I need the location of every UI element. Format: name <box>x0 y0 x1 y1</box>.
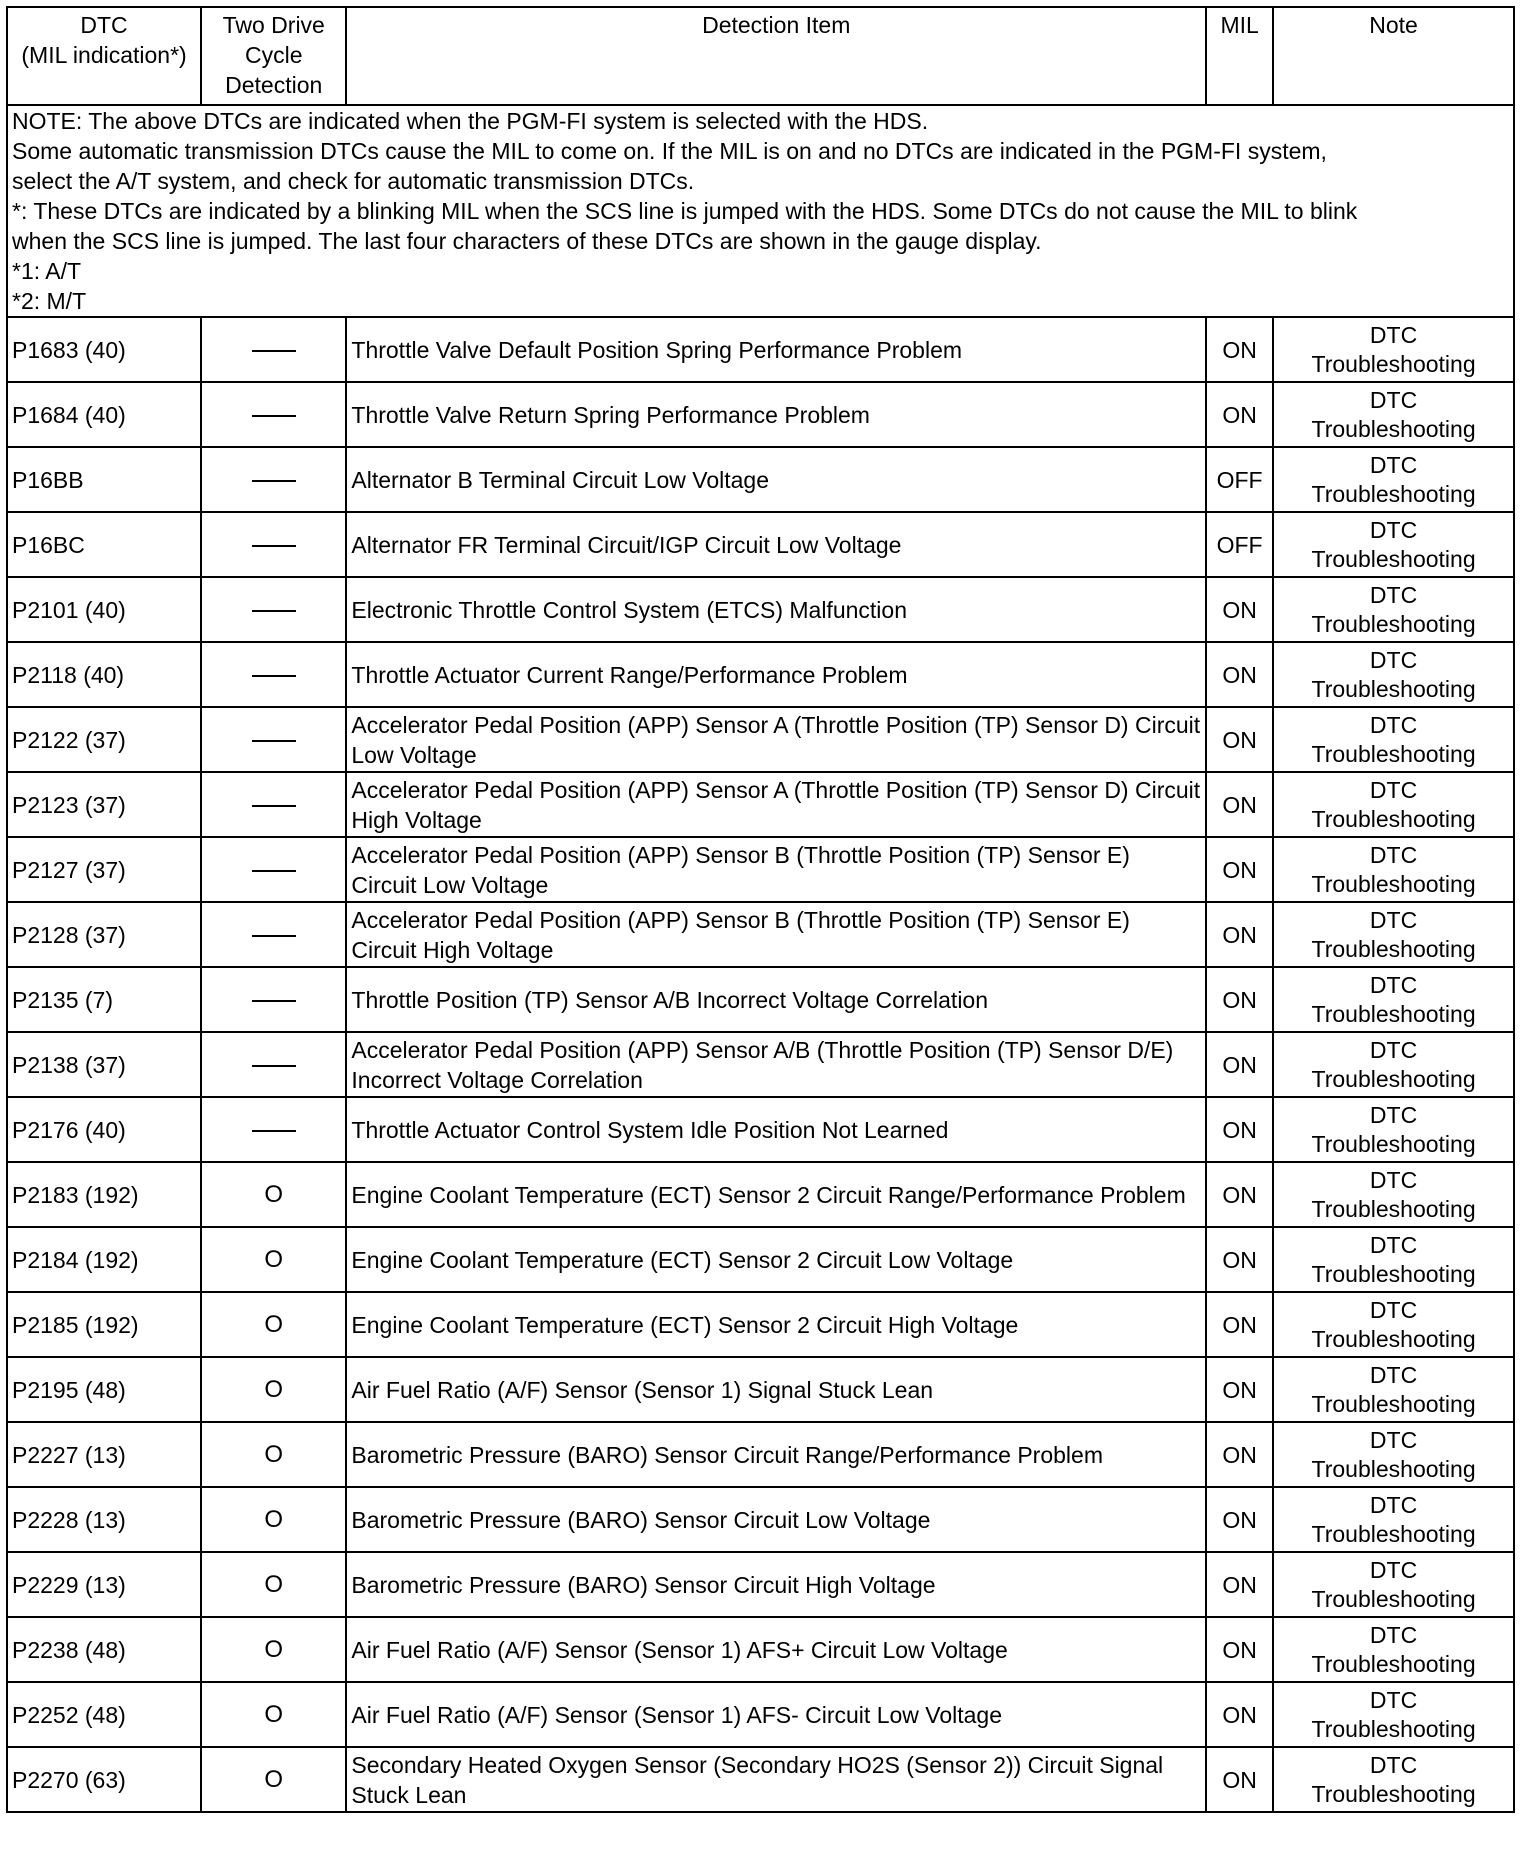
header-detection-item: Detection Item <box>346 7 1206 105</box>
note-text: Troubleshooting <box>1311 805 1476 832</box>
mil-cell: ON <box>1206 1487 1273 1552</box>
table-row <box>7 1227 1514 1292</box>
dtc-code-cell: P2118 (40) <box>7 642 201 707</box>
mil-cell: ON <box>1206 382 1273 447</box>
dtc-code-cell: P2138 (37) <box>7 1032 201 1097</box>
mil-cell: ON <box>1206 1422 1273 1487</box>
note-cell <box>1273 1227 1514 1292</box>
note-text: DTC <box>1369 776 1418 803</box>
two-drive-mark: O <box>264 1181 284 1208</box>
note-cell <box>1273 707 1514 772</box>
dtc-code-cell: P2184 (192) <box>7 1227 201 1292</box>
mil-cell: ON <box>1206 1747 1273 1812</box>
two-drive-cycle-cell <box>201 772 346 837</box>
dash-mark <box>252 935 296 937</box>
note-text: DTC <box>1369 1361 1418 1388</box>
table-row <box>7 772 1514 837</box>
dtc-code-cell: P2128 (37) <box>7 902 201 967</box>
note-text: Troubleshooting <box>1311 1000 1476 1027</box>
table-row <box>7 382 1514 447</box>
two-drive-cycle-cell <box>201 1552 346 1617</box>
two-drive-mark: O <box>264 1376 284 1403</box>
note-text: Troubleshooting <box>1311 1390 1476 1417</box>
two-drive-cycle-cell <box>201 1422 346 1487</box>
note-text: DTC <box>1369 1491 1418 1518</box>
two-drive-mark: O <box>264 1701 284 1728</box>
note-text: Troubleshooting <box>1311 1195 1476 1222</box>
two-drive-cycle-cell <box>201 1292 346 1357</box>
dtc-code-cell: P16BC <box>7 512 201 577</box>
note-text: DTC <box>1369 1166 1418 1193</box>
table-row <box>7 707 1514 772</box>
note-cell <box>1273 772 1514 837</box>
dash-mark <box>252 675 296 677</box>
dtc-code-cell: P2227 (13) <box>7 1422 201 1487</box>
note-text: DTC <box>1369 1426 1418 1453</box>
mil-cell: ON <box>1206 1292 1273 1357</box>
detection-item-cell: Accelerator Pedal Position (APP) Sensor B (Throttle Position (TP) Sensor E) Circuit High Voltage <box>346 902 1206 967</box>
header-note: Note <box>1273 7 1514 105</box>
table-row <box>7 1357 1514 1422</box>
two-drive-mark: O <box>264 1636 284 1663</box>
note-text: Troubleshooting <box>1311 1325 1476 1352</box>
note-cell <box>1273 1422 1514 1487</box>
note-cell <box>1273 1097 1514 1162</box>
detection-item-cell: Throttle Valve Return Spring Performance Problem <box>346 382 1206 447</box>
two-drive-mark: O <box>264 1766 284 1793</box>
table-row <box>7 1747 1514 1812</box>
note-cell <box>1273 1747 1514 1812</box>
table-row <box>7 447 1514 512</box>
dash-mark <box>252 415 296 417</box>
header-two-drive-cycle: Two Drive Cycle Detection <box>201 7 346 105</box>
note-text: DTC <box>1369 1036 1418 1063</box>
dtc-code-cell: P1683 (40) <box>7 317 201 382</box>
detection-item-cell: Throttle Valve Default Position Spring Performance Problem <box>346 317 1206 382</box>
mil-cell: ON <box>1206 577 1273 642</box>
table-header-row <box>7 7 1514 105</box>
mil-cell: ON <box>1206 1227 1273 1292</box>
note-cell <box>1273 317 1514 382</box>
note-cell <box>1273 1552 1514 1617</box>
note-text: Troubleshooting <box>1311 1715 1476 1742</box>
two-drive-mark: O <box>264 1311 284 1338</box>
table-row <box>7 642 1514 707</box>
two-drive-cycle-cell <box>201 1487 346 1552</box>
note-text: DTC <box>1369 1231 1418 1258</box>
table-row <box>7 1552 1514 1617</box>
mil-cell: OFF <box>1206 512 1273 577</box>
note-text: DTC <box>1369 1296 1418 1323</box>
dtc-code-cell: P2101 (40) <box>7 577 201 642</box>
detection-item-cell: Accelerator Pedal Position (APP) Sensor A (Throttle Position (TP) Sensor D) Circuit Low Voltage <box>346 707 1206 772</box>
mil-cell: ON <box>1206 902 1273 967</box>
note-text: Troubleshooting <box>1311 350 1476 377</box>
mil-cell: ON <box>1206 1682 1273 1747</box>
two-drive-cycle-cell <box>201 577 346 642</box>
note-text: DTC <box>1369 516 1418 543</box>
note-text: Troubleshooting <box>1311 415 1476 442</box>
note-cell <box>1273 447 1514 512</box>
mil-cell: ON <box>1206 642 1273 707</box>
mil-cell: ON <box>1206 707 1273 772</box>
note-text: Troubleshooting <box>1311 545 1476 572</box>
table-row <box>7 1422 1514 1487</box>
detection-item-cell: Throttle Actuator Current Range/Performance Problem <box>346 642 1206 707</box>
dtc-code-cell: P2127 (37) <box>7 837 201 902</box>
dtc-code-cell: P2228 (13) <box>7 1487 201 1552</box>
two-drive-cycle-cell <box>201 967 346 1032</box>
note-text: DTC <box>1369 1556 1418 1583</box>
two-drive-cycle-cell <box>201 382 346 447</box>
two-drive-mark: O <box>264 1506 284 1533</box>
two-drive-cycle-cell <box>201 1032 346 1097</box>
detection-item-cell: Electronic Throttle Control System (ETCS) Malfunction <box>346 577 1206 642</box>
detection-item-cell: Accelerator Pedal Position (APP) Sensor A (Throttle Position (TP) Sensor D) Circuit High Voltage <box>346 772 1206 837</box>
mil-cell: ON <box>1206 1357 1273 1422</box>
note-cell <box>1273 642 1514 707</box>
dash-mark <box>252 480 296 482</box>
dash-mark <box>252 610 296 612</box>
dtc-code-cell: P2135 (7) <box>7 967 201 1032</box>
note-text: Troubleshooting <box>1311 1130 1476 1157</box>
mil-cell: ON <box>1206 967 1273 1032</box>
mil-cell: ON <box>1206 1162 1273 1227</box>
detection-item-cell: Throttle Position (TP) Sensor A/B Incorrect Voltage Correlation <box>346 967 1206 1032</box>
note-cell <box>1273 1682 1514 1747</box>
dash-mark <box>252 1000 296 1002</box>
dtc-code-cell: P2252 (48) <box>7 1682 201 1747</box>
note-text: Troubleshooting <box>1311 1585 1476 1612</box>
two-drive-mark: O <box>264 1246 284 1273</box>
detection-item-cell: Barometric Pressure (BARO) Sensor Circuit Range/Performance Problem <box>346 1422 1206 1487</box>
note-cell <box>1273 577 1514 642</box>
note-text: Troubleshooting <box>1311 1650 1476 1677</box>
note-block <box>7 105 1514 317</box>
two-drive-cycle-cell <box>201 837 346 902</box>
note-row <box>7 105 1514 317</box>
note-cell <box>1273 512 1514 577</box>
note-line: *1: A/T <box>12 258 82 284</box>
two-drive-cycle-cell <box>201 512 346 577</box>
table-row <box>7 967 1514 1032</box>
detection-item-cell: Alternator FR Terminal Circuit/IGP Circuit Low Voltage <box>346 512 1206 577</box>
dash-mark <box>252 545 296 547</box>
dtc-code-cell: P2183 (192) <box>7 1162 201 1227</box>
detection-item-cell: Alternator B Terminal Circuit Low Voltage <box>346 447 1206 512</box>
note-text: Troubleshooting <box>1311 740 1476 767</box>
note-text: DTC <box>1369 321 1418 348</box>
detection-item-cell: Throttle Actuator Control System Idle Position Not Learned <box>346 1097 1206 1162</box>
note-text: Troubleshooting <box>1311 1520 1476 1547</box>
note-text: Troubleshooting <box>1311 1455 1476 1482</box>
note-text: Troubleshooting <box>1311 935 1476 962</box>
table-row <box>7 837 1514 902</box>
two-drive-cycle-cell <box>201 902 346 967</box>
dtc-code-cell: P2270 (63) <box>7 1747 201 1812</box>
note-text: DTC <box>1369 711 1418 738</box>
dash-mark <box>252 1065 296 1067</box>
note-text: DTC <box>1369 1101 1418 1128</box>
two-drive-cycle-cell <box>201 447 346 512</box>
two-drive-cycle-cell <box>201 317 346 382</box>
detection-item-cell: Secondary Heated Oxygen Sensor (Secondary HO2S (Sensor 2)) Circuit Signal Stuck Lean <box>346 1747 1206 1812</box>
two-drive-cycle-cell <box>201 1617 346 1682</box>
note-text: DTC <box>1369 451 1418 478</box>
note-cell <box>1273 1032 1514 1097</box>
mil-cell: OFF <box>1206 447 1273 512</box>
note-cell <box>1273 1292 1514 1357</box>
two-drive-cycle-cell <box>201 1162 346 1227</box>
note-text: Troubleshooting <box>1311 480 1476 507</box>
dtc-code-cell: P2176 (40) <box>7 1097 201 1162</box>
note-cell <box>1273 1617 1514 1682</box>
note-text: Troubleshooting <box>1311 675 1476 702</box>
note-text: Troubleshooting <box>1311 610 1476 637</box>
detection-item-cell: Accelerator Pedal Position (APP) Sensor A/B (Throttle Position (TP) Sensor D/E) Incorrect Voltage Correlation <box>346 1032 1206 1097</box>
note-line: when the SCS line is jumped. The last four characters of these DTCs are shown in the gauge display. <box>12 228 1042 254</box>
table-row <box>7 1032 1514 1097</box>
note-text: DTC <box>1369 1751 1418 1778</box>
two-drive-mark: O <box>264 1441 284 1468</box>
note-cell <box>1273 382 1514 447</box>
dtc-code-cell: P16BB <box>7 447 201 512</box>
note-text: Troubleshooting <box>1311 1780 1476 1807</box>
detection-item-cell: Air Fuel Ratio (A/F) Sensor (Sensor 1) AFS- Circuit Low Voltage <box>346 1682 1206 1747</box>
detection-item-cell: Engine Coolant Temperature (ECT) Sensor 2 Circuit Range/Performance Problem <box>346 1162 1206 1227</box>
note-text: DTC <box>1369 1621 1418 1648</box>
detection-item-cell: Barometric Pressure (BARO) Sensor Circuit Low Voltage <box>346 1487 1206 1552</box>
mil-cell: ON <box>1206 1552 1273 1617</box>
note-text: DTC <box>1369 386 1418 413</box>
dtc-code-cell: P2238 (48) <box>7 1617 201 1682</box>
dtc-table <box>6 6 1515 1813</box>
note-cell <box>1273 1487 1514 1552</box>
table-row <box>7 512 1514 577</box>
note-text: DTC <box>1369 1686 1418 1713</box>
table-row <box>7 1162 1514 1227</box>
dtc-code-cell: P2123 (37) <box>7 772 201 837</box>
note-text: DTC <box>1369 971 1418 998</box>
table-row <box>7 902 1514 967</box>
note-text: DTC <box>1369 906 1418 933</box>
two-drive-cycle-cell <box>201 1357 346 1422</box>
note-cell <box>1273 1162 1514 1227</box>
note-text: DTC <box>1369 646 1418 673</box>
table-row <box>7 317 1514 382</box>
note-line: Some automatic transmission DTCs cause the MIL to come on. If the MIL is on and no DTCs are indicated in the PGM-FI system, <box>12 138 1327 164</box>
dtc-code-cell: P2185 (192) <box>7 1292 201 1357</box>
note-text: Troubleshooting <box>1311 1065 1476 1092</box>
dash-mark <box>252 350 296 352</box>
dash-mark <box>252 1130 296 1132</box>
two-drive-cycle-cell <box>201 642 346 707</box>
dtc-code-cell: P2195 (48) <box>7 1357 201 1422</box>
mil-cell: ON <box>1206 1097 1273 1162</box>
note-text: DTC <box>1369 581 1418 608</box>
detection-item-cell: Barometric Pressure (BARO) Sensor Circuit High Voltage <box>346 1552 1206 1617</box>
two-drive-cycle-cell <box>201 1097 346 1162</box>
mil-cell: ON <box>1206 772 1273 837</box>
note-cell <box>1273 1357 1514 1422</box>
detection-item-cell: Air Fuel Ratio (A/F) Sensor (Sensor 1) AFS+ Circuit Low Voltage <box>346 1617 1206 1682</box>
note-text: DTC <box>1369 841 1418 868</box>
two-drive-cycle-cell <box>201 1227 346 1292</box>
dash-mark <box>252 870 296 872</box>
note-line: select the A/T system, and check for automatic transmission DTCs. <box>12 168 695 194</box>
mil-cell: ON <box>1206 1617 1273 1682</box>
detection-item-cell: Accelerator Pedal Position (APP) Sensor B (Throttle Position (TP) Sensor E) Circuit Low Voltage <box>346 837 1206 902</box>
table-row <box>7 1292 1514 1357</box>
detection-item-cell: Engine Coolant Temperature (ECT) Sensor 2 Circuit High Voltage <box>346 1292 1206 1357</box>
header-dtc: DTC (MIL indication*) <box>7 7 201 105</box>
dash-mark <box>252 740 296 742</box>
note-line: *: These DTCs are indicated by a blinking MIL when the SCS line is jumped with the HDS. Some DTCs do not cause the MIL to blink <box>12 198 1358 224</box>
table-row <box>7 1682 1514 1747</box>
dtc-code-cell: P2229 (13) <box>7 1552 201 1617</box>
table-row <box>7 1617 1514 1682</box>
dtc-code-cell: P2122 (37) <box>7 707 201 772</box>
two-drive-cycle-cell <box>201 1747 346 1812</box>
dtc-code-cell: P1684 (40) <box>7 382 201 447</box>
table-row <box>7 577 1514 642</box>
note-line: NOTE: The above DTCs are indicated when the PGM-FI system is selected with the HDS. <box>12 108 929 134</box>
table-row <box>7 1097 1514 1162</box>
detection-item-cell: Engine Coolant Temperature (ECT) Sensor 2 Circuit Low Voltage <box>346 1227 1206 1292</box>
header-mil: MIL <box>1206 7 1273 105</box>
dash-mark <box>252 805 296 807</box>
mil-cell: ON <box>1206 317 1273 382</box>
note-cell <box>1273 837 1514 902</box>
note-line: *2: M/T <box>12 288 87 314</box>
note-text: Troubleshooting <box>1311 870 1476 897</box>
detection-item-cell: Air Fuel Ratio (A/F) Sensor (Sensor 1) Signal Stuck Lean <box>346 1357 1206 1422</box>
two-drive-cycle-cell <box>201 1682 346 1747</box>
note-text: Troubleshooting <box>1311 1260 1476 1287</box>
two-drive-cycle-cell <box>201 707 346 772</box>
mil-cell: ON <box>1206 837 1273 902</box>
note-cell <box>1273 902 1514 967</box>
table-row <box>7 1487 1514 1552</box>
note-cell <box>1273 967 1514 1032</box>
mil-cell: ON <box>1206 1032 1273 1097</box>
two-drive-mark: O <box>264 1571 284 1598</box>
